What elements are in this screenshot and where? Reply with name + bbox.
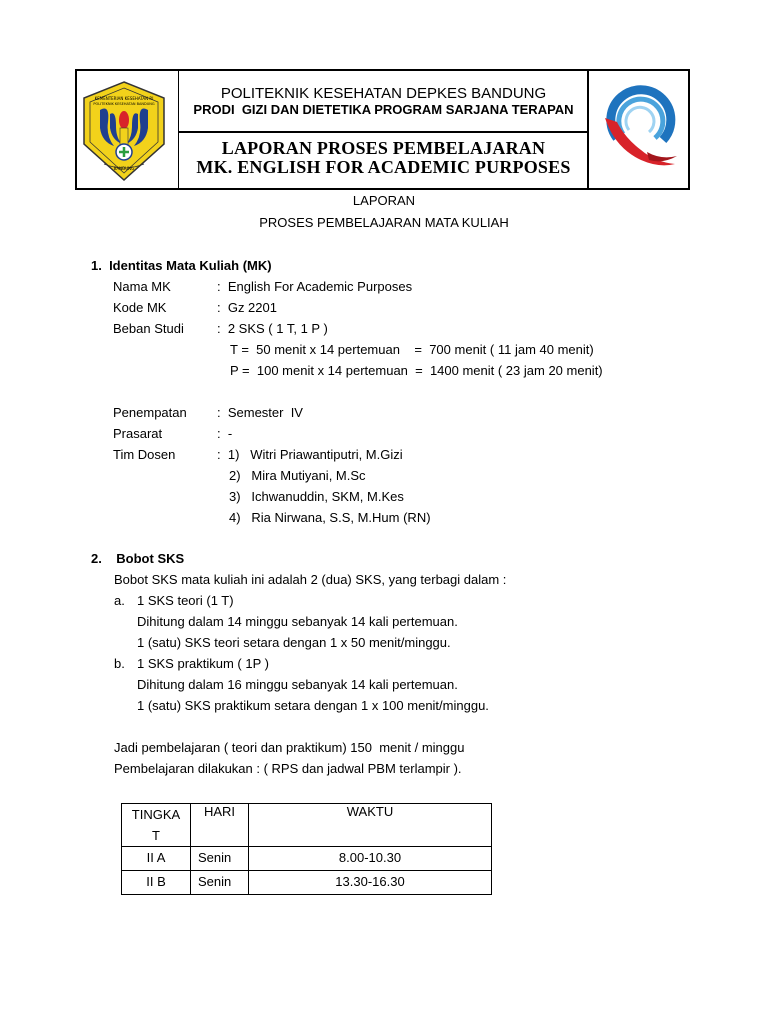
table-cell xyxy=(122,847,191,871)
paragraph: Dihitung dalam 14 minggu sebanyak 14 kali pertemuan. xyxy=(137,614,458,629)
table-cell xyxy=(249,871,492,895)
list-item-title: 1 SKS teori (1 T) xyxy=(137,593,234,608)
field-label: Tim Dosen xyxy=(113,447,176,462)
field-value: : English For Academic Purposes xyxy=(217,279,413,294)
header-waktu: WAKTU xyxy=(346,804,394,819)
field-value: : - xyxy=(217,426,233,441)
lecturer-item: : 1) Witri Priawantiputri, M.Gizi xyxy=(217,447,403,462)
field-value: : 2 SKS ( 1 T, 1 P ) xyxy=(217,321,328,336)
field-label: Kode MK xyxy=(113,300,167,315)
cell-hari: Senin xyxy=(198,850,232,865)
field-value: : Semester IV xyxy=(217,405,303,420)
report-title-line1: LAPORAN PROSES PEMBELAJARAN xyxy=(221,138,546,158)
cell-waktu: 13.30-16.30 xyxy=(335,874,405,889)
field-label: Prasarat xyxy=(113,426,163,441)
table-cell xyxy=(249,847,492,871)
field-label: Nama MK xyxy=(113,279,171,294)
field-label: Penempatan xyxy=(113,405,187,420)
svg-text:BANDUNG: BANDUNG xyxy=(113,166,135,171)
list-marker: a. xyxy=(114,593,125,608)
field-label: Beban Studi xyxy=(113,321,184,336)
beban-detail: P = 100 menit x 14 pertemuan = 1400 menit ( 23 jam 20 menit) xyxy=(230,363,603,378)
report-title-line2: MK. ENGLISH FOR ACADEMIC PURPOSES xyxy=(196,157,571,177)
cell-tingkat: II A xyxy=(146,850,166,865)
lecturer-item: 3) Ichwanuddin, SKM, M.Kes xyxy=(229,489,404,504)
paragraph: Bobot SKS mata kuliah ini adalah 2 (dua) SKS, yang terbagi dalam : xyxy=(114,572,507,587)
doc-subheading: PROSES PEMBELAJARAN MATA KULIAH xyxy=(259,215,509,230)
paragraph: 1 (satu) SKS teori setara dengan 1 x 50 menit/minggu. xyxy=(137,635,451,650)
table-cell xyxy=(122,871,191,895)
table-header-row xyxy=(122,804,492,847)
table-row xyxy=(122,871,492,895)
divider xyxy=(178,131,588,133)
cell-waktu: 8.00-10.30 xyxy=(338,850,402,865)
header-cell xyxy=(122,804,191,847)
section-title: 2. Bobot SKS xyxy=(91,551,185,566)
header-tingkat: TINGKA T xyxy=(131,807,181,843)
svg-text:POLITEKNIK KESEHATAN BANDUNG: POLITEKNIK KESEHATAN BANDUNG xyxy=(93,102,155,106)
table-cell xyxy=(191,871,249,895)
paragraph: Jadi pembelajaran ( teori dan praktikum) 150 menit / minggu xyxy=(114,740,465,755)
svg-text:KEMENTERIAN KESEHATAN RI: KEMENTERIAN KESEHATAN RI xyxy=(94,96,154,101)
paragraph: Pembelajaran dilakukan : ( RPS dan jadwal PBM terlampir ). xyxy=(114,761,462,776)
lecturer-item: 4) Ria Nirwana, S.S, M.Hum (RN) xyxy=(229,510,431,525)
list-marker: b. xyxy=(114,656,125,671)
schedule-table xyxy=(121,803,492,895)
doc-heading: LAPORAN xyxy=(352,193,416,208)
field-value: : Gz 2201 xyxy=(217,300,277,315)
table-cell xyxy=(191,847,249,871)
program-name: PRODI GIZI DAN DIETETIKA PROGRAM SARJANA TERAPAN xyxy=(193,102,574,117)
header-cell xyxy=(191,804,249,847)
table-row xyxy=(122,847,492,871)
paragraph: Dihitung dalam 16 minggu sebanyak 14 kali pertemuan. xyxy=(137,677,458,692)
cell-tingkat: II B xyxy=(146,874,166,889)
lecturer-item: 2) Mira Mutiyani, M.Sc xyxy=(229,468,366,483)
cell-hari: Senin xyxy=(198,874,232,889)
beban-detail: T = 50 menit x 14 pertemuan = 700 menit ( 11 jam 40 menit) xyxy=(230,342,594,357)
section-title: 1. Identitas Mata Kuliah (MK) xyxy=(91,258,272,273)
list-item-title: 1 SKS praktikum ( 1P ) xyxy=(137,656,269,671)
header-cell xyxy=(249,804,492,847)
institution-name: POLITEKNIK KESEHATAN DEPKES BANDUNG xyxy=(220,85,547,102)
paragraph: 1 (satu) SKS praktikum setara dengan 1 x 100 menit/minggu. xyxy=(137,698,489,713)
header-hari: HARI xyxy=(203,804,236,819)
